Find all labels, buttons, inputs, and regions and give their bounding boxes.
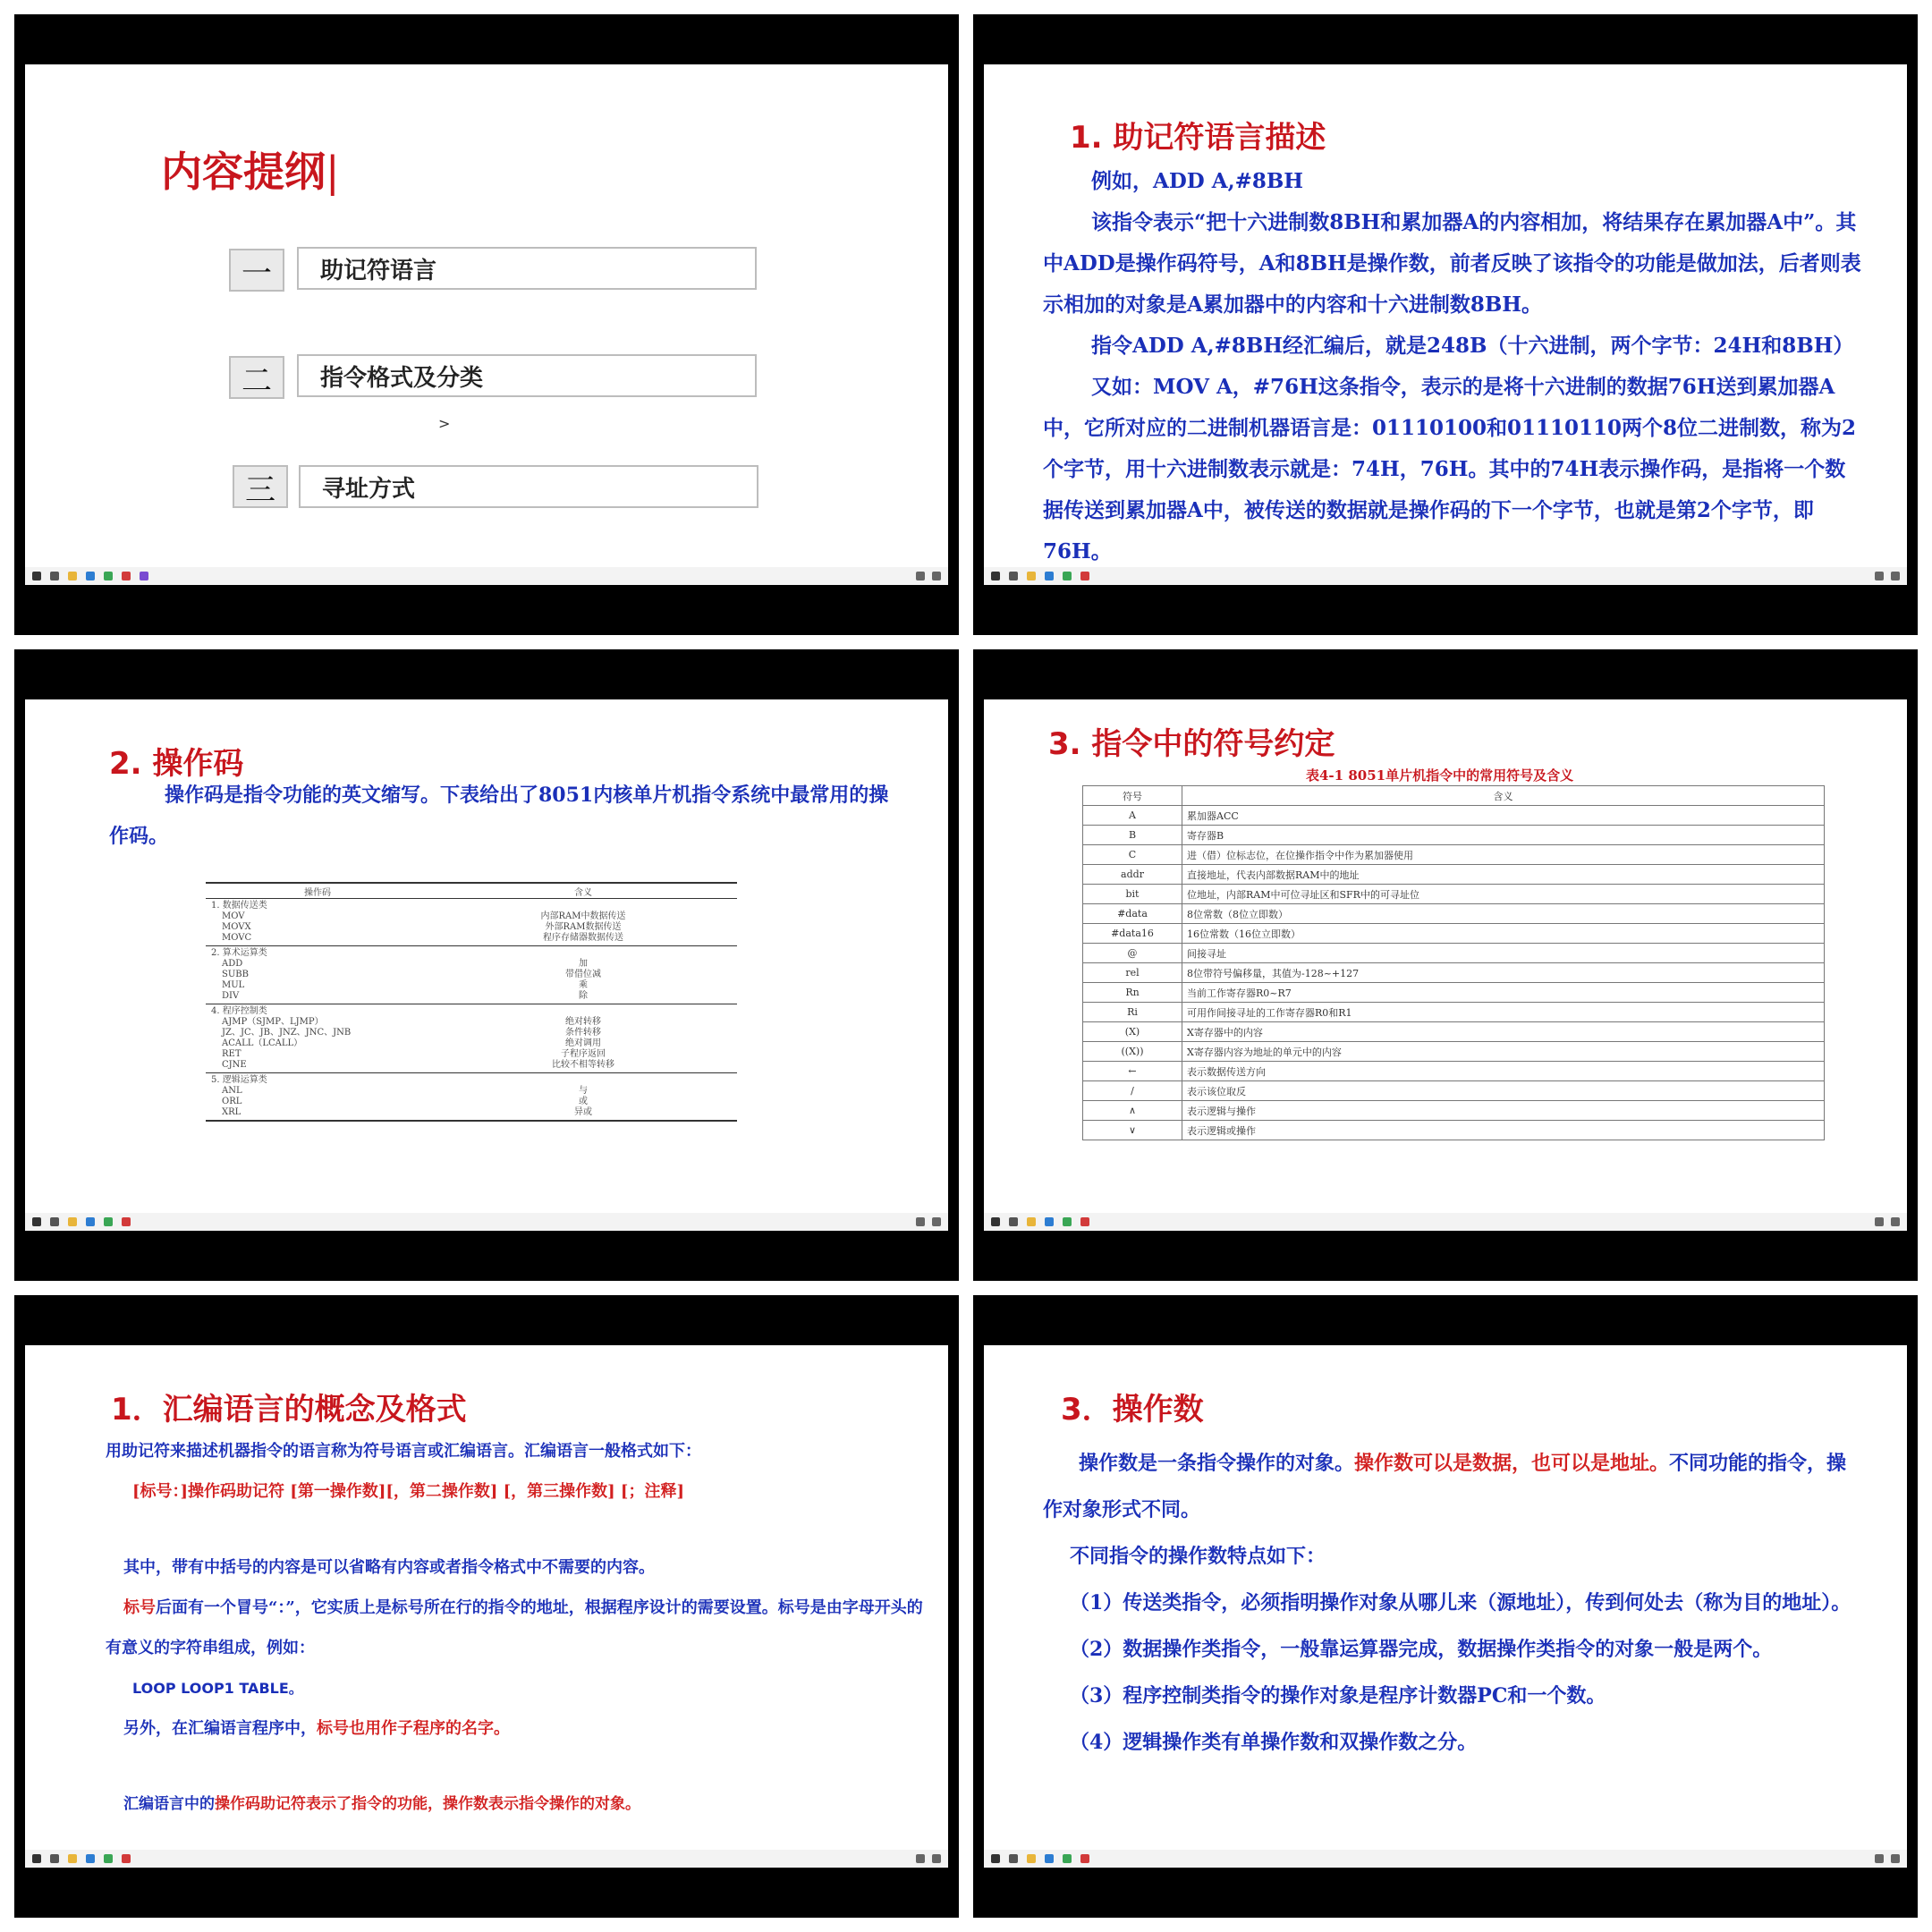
opcode-cell: MOV	[222, 911, 245, 921]
paragraph: （3）程序控制类指令的操作对象是程序计数器PC和一个数。	[1070, 1684, 1606, 1707]
table-row	[206, 922, 737, 933]
start-icon[interactable]	[991, 1854, 1000, 1863]
start-icon[interactable]	[32, 1217, 41, 1226]
table-row	[206, 959, 737, 970]
taskbar[interactable]	[984, 1213, 1907, 1231]
taskbar[interactable]	[25, 1850, 948, 1868]
system-tray[interactable]	[916, 572, 941, 580]
paragraph-text: 另外，在汇编语言程序中，	[123, 1719, 317, 1738]
opcode-group	[206, 1004, 737, 1073]
system-tray[interactable]	[1875, 1217, 1900, 1226]
table-row	[206, 980, 737, 991]
table-row	[1083, 1003, 1825, 1022]
slide-symbols	[984, 699, 1907, 1229]
taskbar[interactable]	[984, 1850, 1907, 1868]
opcode-groups	[206, 899, 737, 1120]
meaning-cell: 表示数据传送方向	[1182, 1062, 1825, 1081]
table-row	[206, 1086, 737, 1097]
folder-icon[interactable]	[1027, 572, 1036, 580]
symbol-cell: bit	[1083, 885, 1182, 904]
screenshot-panel-4	[973, 649, 1918, 1281]
table-row	[1083, 1101, 1825, 1121]
table-row	[1083, 1022, 1825, 1042]
table-row	[1083, 826, 1825, 845]
app-icon[interactable]	[140, 572, 148, 580]
table-row	[1083, 1062, 1825, 1081]
opcode-cell: MUL	[222, 980, 245, 990]
system-tray[interactable]	[916, 1854, 941, 1863]
example-line: 例如，ADD A,#8BH	[1091, 169, 1304, 193]
symbol-cell: /	[1083, 1081, 1182, 1101]
paragraph: （4）逻辑操作类有单操作数和双操作数之分。	[1070, 1731, 1478, 1754]
slide-operands	[984, 1345, 1907, 1866]
symbol-table	[1082, 785, 1825, 1140]
table-row	[1083, 924, 1825, 944]
meaning-cell: 可用作间接寻址的工作寄存器R0和R1	[1182, 1003, 1825, 1022]
table-row	[206, 1028, 737, 1038]
paragraph	[106, 1708, 928, 1749]
meaning-cell: 条件转移	[565, 1028, 601, 1038]
system-tray[interactable]	[1875, 1854, 1900, 1863]
opcode-cell: CJNE	[222, 1060, 247, 1070]
app-icon[interactable]	[104, 1854, 113, 1863]
screenshot-panel-1	[14, 14, 959, 635]
group-name: 5. 逻辑运算类	[211, 1075, 267, 1085]
table-header	[1083, 786, 1825, 806]
table-row	[206, 911, 737, 922]
col-header: 符号	[1083, 786, 1182, 806]
table-row	[1083, 1081, 1825, 1101]
meaning-cell: 累加器ACC	[1182, 806, 1825, 826]
browser-icon[interactable]	[1045, 572, 1054, 580]
paragraph: 用助记符来描述机器指令的语言称为符号语言或汇编语言。汇编语言一般格式如下：	[106, 1442, 701, 1461]
outline-item-addressing[interactable]: 寻址方式	[299, 465, 758, 508]
table-row	[206, 991, 737, 1002]
symbol-cell: addr	[1083, 865, 1182, 885]
app-icon[interactable]	[122, 572, 131, 580]
symbol-cell: ←	[1083, 1062, 1182, 1081]
search-icon[interactable]	[1009, 572, 1018, 580]
table-row	[1083, 904, 1825, 924]
meaning-cell: 表示逻辑与操作	[1182, 1101, 1825, 1121]
app-icon[interactable]	[122, 1854, 131, 1863]
symbol-cell: #data	[1083, 904, 1182, 924]
slide-title: 2. 操作码	[109, 746, 244, 782]
table-row	[206, 970, 737, 980]
meaning-cell: 除	[579, 991, 588, 1001]
app-icon[interactable]	[1080, 1854, 1089, 1863]
paragraph: 又如：MOV A，#76H这条指令，表示的是将十六进制的数据76H送到累加器A中，它所对应的二进制机器语言是：01110100和01110110两个8位二进制数，称为2个字节，用十六进制数表示就是：74H，76H。其中的74H表示操作码，是指将一个数据传送到累加器A中，被传送的数据就是操作码的下一个字节，也就是第2个字节，即76H。	[1043, 375, 1857, 564]
symbol-cell: (X)	[1083, 1022, 1182, 1042]
meaning-cell: 内部RAM中数据传送	[540, 911, 626, 921]
opcode-group	[206, 1073, 737, 1120]
slide-mnemonic	[984, 64, 1907, 583]
slide-title: 3. 指令中的符号约定	[1048, 726, 1335, 762]
network-icon[interactable]	[916, 1217, 925, 1226]
paragraph	[1043, 1440, 1866, 1533]
meaning-cell: 子程序返回	[561, 1049, 606, 1059]
app-icon[interactable]	[1080, 1217, 1089, 1226]
paragraph-text: 不同功能的指令，操作对象形式不同。	[1043, 1452, 1847, 1521]
volume-icon[interactable]	[1891, 1854, 1900, 1863]
table-row	[206, 1017, 737, 1028]
paragraph: 不同指令的操作数特点如下：	[1070, 1545, 1326, 1568]
meaning-cell: 位地址，内部RAM中可位寻址区和SFR中的可寻址位	[1182, 885, 1825, 904]
network-icon[interactable]	[1875, 1217, 1884, 1226]
example-labels: LOOP LOOP1 TABLE。	[132, 1680, 303, 1697]
group-name: 2. 算术运算类	[211, 948, 267, 958]
network-icon[interactable]	[1875, 1854, 1884, 1863]
volume-icon[interactable]	[932, 1217, 941, 1226]
opcode-cell: MOVX	[222, 922, 251, 932]
slide-body	[1043, 1440, 1866, 1766]
symbol-cell: ∧	[1083, 1101, 1182, 1121]
search-icon[interactable]	[50, 1217, 59, 1226]
taskbar[interactable]	[25, 567, 948, 585]
network-icon[interactable]	[916, 572, 925, 580]
table-row	[1083, 1121, 1825, 1140]
symbol-cell: B	[1083, 826, 1182, 845]
paragraph	[106, 1784, 928, 1825]
opcode-cell: ACALL（LCALL）	[222, 1038, 303, 1048]
outline-item-format[interactable]: 指令格式及分类	[297, 354, 757, 397]
outline-item-mnemonic[interactable]: 助记符语言	[297, 247, 757, 290]
opcode-cell: ANL	[222, 1086, 242, 1096]
table-row	[206, 933, 737, 944]
meaning-cell: 外部RAM数据传送	[545, 922, 622, 932]
opcode-cell: ORL	[222, 1097, 242, 1106]
browser-icon[interactable]	[1045, 1217, 1054, 1226]
slide-title: 1．汇编语言的概念及格式	[111, 1392, 467, 1428]
paragraph: 其中，带有中括号的内容是可以省略有内容或者指令格式中不需要的内容。	[123, 1558, 655, 1577]
volume-icon[interactable]	[932, 572, 941, 580]
paragraph: （1）传送类指令，必须指明操作对象从哪儿来（源地址），传到何处去（称为目的地址）。	[1070, 1591, 1852, 1614]
group-name: 4. 程序控制类	[211, 1006, 267, 1016]
highlight-text: 操作码助记符表示了指令的功能，操作数表示指令操作的对象。	[215, 1795, 640, 1813]
slide-body	[106, 1431, 928, 1825]
browser-icon[interactable]	[86, 1854, 95, 1863]
network-icon[interactable]	[916, 1854, 925, 1863]
app-icon[interactable]	[122, 1217, 131, 1226]
col-header: 操作码	[304, 887, 331, 898]
table-row	[1083, 1042, 1825, 1062]
system-tray[interactable]	[916, 1217, 941, 1226]
paragraph-text: 汇编语言中的	[123, 1795, 215, 1813]
app-icon[interactable]	[1063, 1854, 1072, 1863]
table-row	[1083, 983, 1825, 1003]
meaning-cell: 直接地址，代表内部数据RAM中的地址	[1182, 865, 1825, 885]
app-icon[interactable]	[104, 1217, 113, 1226]
outline-number-3: 三	[233, 465, 288, 508]
slide-title: 3．操作数	[1061, 1392, 1204, 1428]
search-icon[interactable]	[50, 572, 59, 580]
table-header	[206, 884, 737, 899]
slide-opcode	[25, 699, 948, 1229]
screenshot-panel-6	[973, 1295, 1918, 1918]
symbol-cell: Rn	[1083, 983, 1182, 1003]
meaning-cell: 寄存器B	[1182, 826, 1825, 845]
table-row	[1083, 963, 1825, 983]
table-row	[206, 1049, 737, 1060]
meaning-cell: 进（借）位标志位，在位操作指令中作为累加器使用	[1182, 845, 1825, 865]
start-icon[interactable]	[991, 1217, 1000, 1226]
browser-icon[interactable]	[1045, 1854, 1054, 1863]
meaning-cell: 带借位减	[565, 970, 601, 979]
paragraph: （2）数据操作类指令，一般靠运算器完成，数据操作类指令的对象一般是两个。	[1070, 1638, 1773, 1661]
browser-icon[interactable]	[86, 1217, 95, 1226]
start-icon[interactable]	[32, 1854, 41, 1863]
highlight-text: 标号	[123, 1598, 156, 1617]
table-row	[206, 1038, 737, 1049]
opcode-table	[206, 882, 737, 1122]
folder-icon[interactable]	[68, 1854, 77, 1863]
opcode-group	[206, 946, 737, 1004]
paragraph	[106, 1588, 928, 1668]
mouse-cursor-icon: >	[438, 415, 451, 432]
app-icon[interactable]	[1063, 572, 1072, 580]
meaning-cell: 乘	[579, 980, 588, 990]
symbol-cell: A	[1083, 806, 1182, 826]
meaning-cell: 绝对调用	[565, 1038, 601, 1048]
taskbar[interactable]	[25, 1213, 948, 1231]
meaning-cell: 异或	[574, 1107, 592, 1117]
folder-icon[interactable]	[68, 1217, 77, 1226]
paragraph: 指令ADD A,#8BH经汇编后，就是248B（十六进制，两个字节：24H和8BH）	[1091, 334, 1854, 358]
meaning-cell: 表示逻辑或操作	[1182, 1121, 1825, 1140]
meaning-cell: 或	[579, 1097, 588, 1106]
opcode-cell: SUBB	[222, 970, 249, 979]
symbol-cell: ((X))	[1083, 1042, 1182, 1062]
folder-icon[interactable]	[1027, 1854, 1036, 1863]
table-row	[206, 1107, 737, 1118]
browser-icon[interactable]	[86, 572, 95, 580]
slide-intro: 操作码是指令功能的英文缩写。下表给出了8051内核单片机指令系统中最常用的操作码。	[109, 784, 889, 848]
opcode-cell: ADD	[222, 959, 243, 969]
slide-body	[1043, 161, 1866, 572]
slide-title: 1. 助记符语言描述	[1070, 120, 1326, 156]
table-row	[1083, 885, 1825, 904]
meaning-cell: 8位常数（8位立即数）	[1182, 904, 1825, 924]
screenshot-panel-2	[973, 14, 1918, 635]
table-caption: 表4-1 8051单片机指令中的常用符号及含义	[1306, 767, 1574, 784]
outline-title: 内容提纲|	[161, 148, 340, 196]
meaning-cell: 绝对转移	[565, 1017, 601, 1027]
table-row	[1083, 944, 1825, 963]
volume-icon[interactable]	[1891, 1217, 1900, 1226]
col-header: 含义	[574, 887, 592, 898]
table-row	[206, 1060, 737, 1071]
meaning-cell: 16位常数（16位立即数）	[1182, 924, 1825, 944]
start-icon[interactable]	[991, 572, 1000, 580]
meaning-cell: 8位带符号偏移量，其值为-128~+127	[1182, 963, 1825, 983]
symbol-cell: C	[1083, 845, 1182, 865]
highlight-text: 操作数可以是数据，也可以是地址。	[1354, 1452, 1670, 1475]
format-line: [标号：]操作码助记符 [第一操作数][，第二操作数] [，第三操作数] [；注释]	[132, 1482, 684, 1501]
start-icon[interactable]	[32, 572, 41, 580]
opcode-cell: AJMP（SJMP、LJMP）	[222, 1017, 324, 1027]
opcode-cell: XRL	[222, 1107, 242, 1117]
opcode-cell: RET	[222, 1049, 242, 1059]
screenshot-panel-5	[14, 1295, 959, 1918]
taskbar[interactable]	[984, 567, 1907, 585]
screenshot-panel-3	[14, 649, 959, 1281]
meaning-cell: 间接寻址	[1182, 944, 1825, 963]
meaning-cell: 比较不相等转移	[552, 1060, 614, 1070]
outline-title-text: 内容提纲	[161, 148, 326, 196]
outline-number-1: 一	[229, 249, 284, 292]
opcode-group	[206, 899, 737, 946]
meaning-cell: 程序存储器数据传送	[543, 933, 623, 943]
table-row	[206, 1097, 737, 1107]
meaning-cell: 当前工作寄存器R0~R7	[1182, 983, 1825, 1003]
slide-outline	[25, 64, 948, 583]
folder-icon[interactable]	[1027, 1217, 1036, 1226]
highlight-text: 标号也用作子程序的名字。	[317, 1719, 510, 1738]
outline-number-2: 二	[229, 356, 284, 399]
meaning-cell: 表示该位取反	[1182, 1081, 1825, 1101]
symbol-cell: #data16	[1083, 924, 1182, 944]
system-tray[interactable]	[1875, 572, 1900, 580]
opcode-cell: DIV	[222, 991, 240, 1001]
symbol-cell: Ri	[1083, 1003, 1182, 1022]
search-icon[interactable]	[1009, 1217, 1018, 1226]
app-icon[interactable]	[1063, 1217, 1072, 1226]
paragraph: 该指令表示“把十六进制数8BH和累加器A的内容相加，将结果存在累加器A中”。其中ADD是操作码符号，A和8BH是操作数，前者反映了该指令的功能是做加法，后者则表示相加的对象是A累加器中的内容和十六进制数8BH。	[1043, 210, 1861, 317]
paragraph-text: 操作数是一条指令操作的对象。	[1079, 1452, 1355, 1475]
meaning-cell: X寄存器内容为地址的单元中的内容	[1182, 1042, 1825, 1062]
search-icon[interactable]	[50, 1854, 59, 1863]
meaning-cell: X寄存器中的内容	[1182, 1022, 1825, 1042]
table-row	[1083, 845, 1825, 865]
symbol-cell: @	[1083, 944, 1182, 963]
volume-icon[interactable]	[932, 1854, 941, 1863]
symbol-cell: ∨	[1083, 1121, 1182, 1140]
symbol-cell: rel	[1083, 963, 1182, 983]
folder-icon[interactable]	[68, 572, 77, 580]
opcode-cell: JZ、JC、JB、JNZ、JNC、JNB	[222, 1028, 352, 1038]
volume-icon[interactable]	[1891, 572, 1900, 580]
meaning-cell: 与	[579, 1086, 588, 1096]
paragraph-text: 后面有一个冒号“：”，它实质上是标号所在行的指令的地址，根据程序设计的需要设置。标号是由字母开头的有意义的字符串组成，例如：	[106, 1598, 923, 1657]
group-name: 1. 数据传送类	[211, 901, 267, 911]
meaning-cell: 加	[579, 959, 588, 969]
slide-assembly	[25, 1345, 948, 1866]
opcode-cell: MOVC	[222, 933, 252, 943]
search-icon[interactable]	[1009, 1854, 1018, 1863]
col-header: 含义	[1182, 786, 1825, 806]
app-icon[interactable]	[104, 572, 113, 580]
table-row	[1083, 865, 1825, 885]
symbol-rows	[1083, 806, 1825, 1140]
network-icon[interactable]	[1875, 572, 1884, 580]
app-icon[interactable]	[1080, 572, 1089, 580]
table-row	[1083, 806, 1825, 826]
